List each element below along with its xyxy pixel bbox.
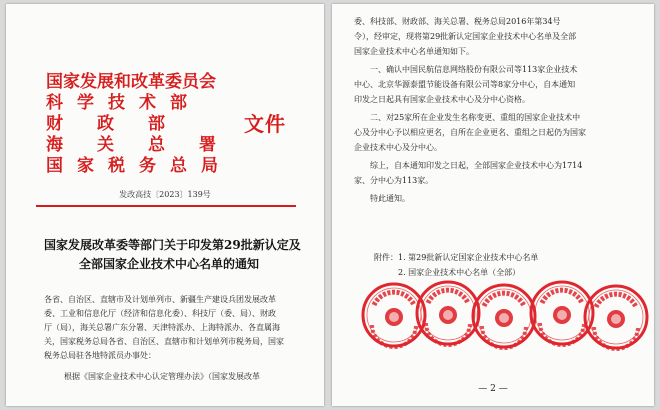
body-line: 特此通知。 — [370, 194, 410, 203]
body-line: 委、工业和信息化厅（经济和信息化委）、科技厅（委、局）、财政 — [44, 309, 276, 318]
body-line: 一、确认中国民航信息网络股份有限公司等113家企业技术 — [370, 65, 578, 74]
body-line: 国家企业技术中心名单通知如下。 — [354, 47, 474, 56]
body-line: 根据《国家企业技术中心认定管理办法》（国家发展改革 — [64, 372, 260, 381]
body-line: 税务总局驻各地特派员办事处： — [44, 351, 156, 360]
red-divider — [36, 205, 296, 207]
doc-number: 发改高技〔2023〕139号 — [119, 190, 211, 199]
issuer-line: 财政部 — [46, 114, 199, 134]
right-page — [332, 4, 654, 406]
attachment-line: 2. 国家企业技术中心名单（全部） — [398, 268, 521, 277]
doc-label: 文件 — [244, 112, 286, 136]
issuer-line: 国家税务总局 — [46, 156, 232, 176]
body-line: 家、分中心为113家。 — [354, 176, 434, 185]
issuer-line: 海关总署 — [46, 135, 250, 155]
body-line: 令），经审定，现将第29批新认定国家企业技术中心名单及全部 — [354, 32, 577, 41]
issuer-header — [46, 72, 316, 180]
body-line: 二、对25家所在企业发生名称变更、重组的国家企业技术中 — [370, 113, 581, 122]
seal-icon — [582, 283, 650, 351]
body-line: 委、科技部、财政部、海关总署、税务总局2016年第34号 — [354, 17, 561, 26]
page-number: — 2 — — [478, 384, 508, 394]
body-line: 厅（局），海关总署广东分署、天津特派办、上海特派办、各直属海 — [44, 323, 280, 332]
doc-title-line2: 全部国家企业技术中心名单的通知 — [78, 257, 259, 271]
issuer-line: 科学技术部 — [46, 93, 201, 113]
body-line: 企业技术中心及分中心。 — [354, 143, 442, 152]
official-seals — [360, 279, 630, 354]
body-line: 各省、自治区、直辖市及计划单列市、新疆生产建设兵团发展改革 — [44, 295, 276, 304]
issuer-line: 国家发展和改革委员会 — [46, 72, 216, 92]
doc-title-line1: 国家发展改革委等部门关于印发第29批新认定及 — [44, 238, 301, 252]
body-line: 中心、北京华源泰盟节能设备有限公司等8家分中心，自本通知 — [354, 80, 576, 89]
body-line: 关，国家税务总局各省、自治区、直辖市和计划单列市税务局，国家 — [44, 337, 284, 346]
body-line: 印发之日起具有国家企业技术中心及分中心资格。 — [354, 95, 530, 104]
attachment-line: 附件：1. 第29批新认定国家企业技术中心名单 — [374, 253, 539, 262]
body-line: 综上，自本通知印发之日起，全部国家企业技术中心为1714 — [370, 161, 583, 170]
body-line: 心及分中心予以相应更名，自所在企业更名、重组之日起仍为国家 — [354, 128, 586, 137]
left-page — [6, 4, 324, 406]
